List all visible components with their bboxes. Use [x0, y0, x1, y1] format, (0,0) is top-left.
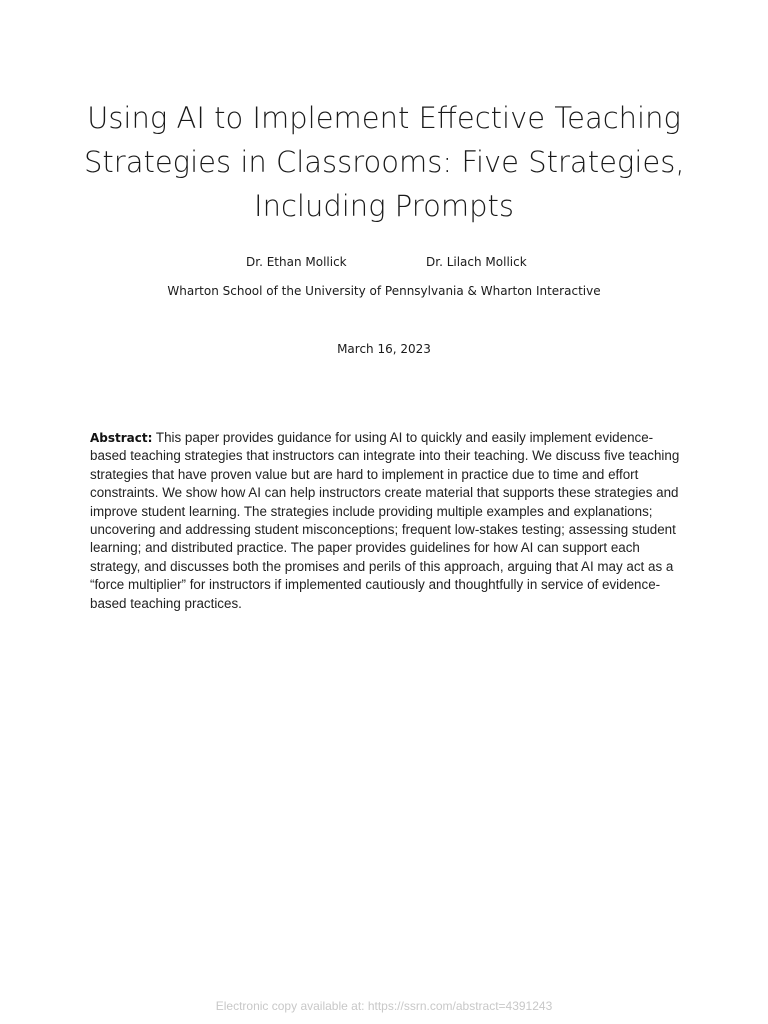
- author-affiliation: Wharton School of the University of Pennsylvania & Wharton Interactive: [167, 284, 601, 298]
- abstract-label: Abstract:: [90, 431, 153, 445]
- author-list: [0, 255, 768, 273]
- title-line-2: Strategies in Classrooms: Five Strategies,: [84, 145, 685, 179]
- paper-title: [84, 96, 684, 228]
- author-name: Dr. Ethan Mollick: [246, 255, 347, 269]
- title-line-3: Including Prompts: [254, 189, 514, 223]
- abstract-text: This paper provides guidance for using AI to quickly and easily implement evidence-based teaching strategies that instructors can integrate into their teaching. We discuss five teaching strategies that have proven value but are hard to implement in practice due to time and effort constraints. We show how AI can help instructors create material that supports these strategies and improve student learning. The strategies include providing multiple examples and explanations; uncovering and addressing student misconceptions; frequent low-stakes testing; assessing student learning; and distributed practice. The paper provides guidelines for how AI can support each strategy, and discusses both the promises and perils of this approach, arguing that AI may act as a “force multiplier” for instructors if implemented cautiously and thoughtfully in service of evidence-based teaching practices.: [90, 430, 680, 611]
- author-name: Dr. Lilach Mollick: [426, 255, 527, 269]
- abstract-paragraph: [90, 429, 682, 613]
- title-line-1: Using AI to Implement Effective Teaching: [87, 101, 681, 135]
- publication-date: March 16, 2023: [337, 342, 431, 356]
- ssrn-watermark: Electronic copy available at: https://ssrn.com/abstract=4391243: [215, 999, 553, 1013]
